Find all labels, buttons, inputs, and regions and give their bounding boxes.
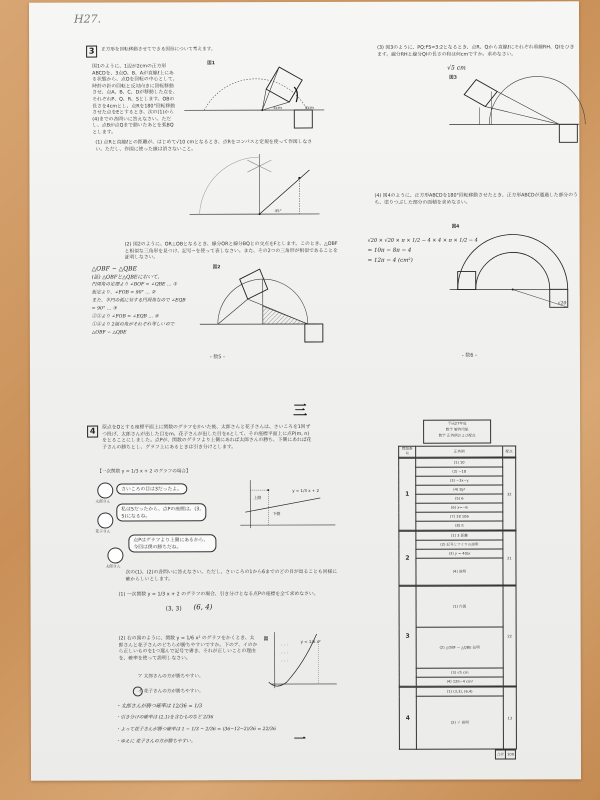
answer-cell: (1) 10 bbox=[416, 458, 503, 467]
figure-1 bbox=[184, 62, 324, 132]
fig3-label: 図3 bbox=[449, 75, 457, 81]
svg-text:◦ ◦ ◦: ◦ ◦ ◦ bbox=[280, 651, 289, 656]
q4-sub1: (1) 一次関数 y = 1/3 x + 2 のグラフの場合、引き分けとなる点Pの座標を全て求めなさい。 bbox=[118, 591, 319, 598]
proof-line: 仮定より、∠FOB = 90° … ② bbox=[91, 290, 156, 296]
fig1-len-2cm: 2cm bbox=[305, 104, 314, 110]
work-line: ・太郎さんが勝つ確率は 12/36 = 1/3 bbox=[115, 703, 203, 710]
answer-title-line: 数学 解答用紙 bbox=[445, 427, 469, 432]
work-line: ・よって花子さんが勝つ確率は 1 − 1/3 − 2/36 = (36−12−2)/36 = 22/36 bbox=[115, 727, 276, 733]
answer-cell: (5) 6 bbox=[416, 494, 503, 503]
header-cell: 正答例 bbox=[416, 446, 503, 457]
answer-title-line: 平成27年度 bbox=[447, 421, 467, 426]
fig1-len-4cm: 4cm bbox=[273, 105, 282, 111]
work-line: ・ゆえに 花子さんの方が勝ちやすい。 bbox=[115, 739, 196, 745]
q3-intro: 正方形を回転移動させてできる図形について考えます。 bbox=[101, 47, 216, 53]
graph-equation: y = 1/3 x + 2 bbox=[292, 487, 320, 494]
graph-below-label: 下側 bbox=[272, 511, 281, 517]
q4-fig-label: 図 bbox=[263, 637, 269, 643]
answer-header-row bbox=[399, 446, 516, 457]
work-line: ・引き分けの確率は (2,1)を含むものなど 2/36 bbox=[115, 715, 214, 721]
answer-cell: (3) √5 cm bbox=[416, 668, 503, 677]
answer-cell: (7) 18 106 bbox=[416, 512, 503, 521]
work-line: √20 × √20 × π × 1/2 − 4 × 4 × π × 1/2 − 4 bbox=[367, 237, 478, 244]
answer-cell: (2) △OBF ∽ △QBE 証明 bbox=[416, 627, 503, 668]
proof-line: また、半円の弧に対する円周角なので ∠EQB = 90° … ③ bbox=[91, 298, 186, 312]
answer-cell: (3) −3x−y bbox=[416, 476, 503, 485]
page-number-5: - 数5 - bbox=[209, 354, 225, 361]
answer-title-box bbox=[423, 420, 491, 444]
speaker-name: 太郎さん bbox=[105, 563, 121, 569]
hanako-avatar bbox=[97, 513, 113, 529]
answer-cell: (1) 3 距離 bbox=[416, 531, 503, 540]
curve-label: y = 1/6 x² bbox=[300, 638, 321, 645]
q4-example-title: 【一次関数 y = 1/3 x + 2 のグラフの場合】 bbox=[97, 469, 191, 475]
figure-2 bbox=[200, 264, 320, 349]
angle-45: 45° bbox=[274, 208, 282, 214]
question-number-4: 4 bbox=[87, 426, 98, 438]
section-number: 4 bbox=[399, 687, 416, 749]
proof-line: △OBF ∽ △QBE bbox=[91, 330, 127, 336]
center-mark-bottom: 一 bbox=[293, 731, 306, 747]
speaker-name: 花子さん bbox=[95, 528, 111, 534]
fig1-label: 図1 bbox=[207, 61, 215, 67]
taro-avatar bbox=[97, 483, 113, 499]
section-number: 1 bbox=[399, 458, 416, 530]
answer-title-line: 数学 正答例および配点 bbox=[438, 433, 476, 438]
fig2-label: 図2 bbox=[212, 265, 221, 271]
proof-line: ②③より ∠FOB = ∠EQB … ④ bbox=[91, 314, 159, 320]
q4-sub1-answer-handwritten: (6, 4) bbox=[193, 603, 213, 612]
option-a: ア 太郎さんの方が勝ちやすい。 bbox=[137, 674, 204, 680]
taro-avatar bbox=[107, 547, 123, 563]
q4-handwritten-work bbox=[116, 700, 316, 749]
q4-sub2: (2) 右の図のように、関数 y = 1/6 x² のグラフをかくとき、太郎さんと花子さんのどちらが勝ちやすいですか。下のア、イのから正しいものを1つ選んで記号で書き、それが正しいことの理由を、確率を使って説明しなさい。 bbox=[118, 636, 258, 662]
example-graph bbox=[240, 480, 335, 530]
work-line: = 10π − 8π − 4 bbox=[367, 247, 412, 254]
answer-cell: (3) y = 40/x bbox=[416, 549, 503, 558]
section-score: 13 bbox=[503, 687, 516, 749]
speech-bubble: 点Pはグラフより上側にあるから、今回は僕の勝ちだね。 bbox=[128, 534, 216, 552]
fig4-len-label: √20 bbox=[557, 301, 567, 307]
graph-above-label: 上側 bbox=[253, 495, 262, 501]
svg-text:◦ ◦ ◦: ◦ ◦ ◦ bbox=[280, 643, 289, 648]
proof-line: ①④より 2組の角がそれぞれ等しいので bbox=[91, 322, 175, 328]
option-b-selected: イ 花子さんの方が勝ちやすい。 bbox=[137, 689, 204, 695]
sub3-answer-handwritten: √5 cm bbox=[447, 64, 466, 72]
answer-cell: (1) 作図 bbox=[416, 586, 503, 627]
fig4-label: 図4 bbox=[451, 224, 460, 230]
section-4 bbox=[399, 686, 517, 749]
total-row bbox=[495, 749, 516, 759]
q3-sub2: (2) 図2のように、OR⊥OBとなるとき、線分ORと線分BQとの交点をFとします。このとき、△OBFと相似な三角形を見つけ、記号∽を使って表しなさい。また、その2つの三角形が相似であることを証明しなさい。 bbox=[124, 241, 338, 261]
answer-table bbox=[398, 445, 517, 759]
answer-cell: (8) π bbox=[416, 521, 503, 530]
section-score: 21 bbox=[503, 531, 516, 585]
speech-bubble: 私は5だったから、点Pの座標は、(3, 5)になるね。 bbox=[116, 503, 206, 521]
selected-circle bbox=[133, 686, 143, 696]
q3-body: 図1のように、1辺が2cmの正方形ABCDを、3点O、B、Aが直線ℓ上にある状態から、点Oを回転の中心として、時計の針の回転と反対向きに回転移動させ、点A、B、C、Dが移動した点を、それぞれP、Q、R、Sとします。OBの長さを4cmとし、点Rを180°回転移動させた点をEとするとき、次の(1)から(4)までの各問いに答えなさい。ただし、点Bが点Qまで動いたあとを弧BQとします。 bbox=[92, 64, 178, 136]
section-number: 3 bbox=[399, 586, 416, 686]
year-label: H27. bbox=[74, 12, 102, 26]
answer-cell: (1) (3,3), (6,4) bbox=[416, 687, 503, 696]
q3-sub4: (4) 図4のように、正方形ABCDを180°回転移動させたとき、正方形ABCDが通過した部分のうち、塗りつぶした部分の面積を求めなさい。 bbox=[374, 193, 578, 206]
answer-cell: (2) 記号とアイウの説明 bbox=[416, 540, 503, 549]
section-1 bbox=[398, 457, 516, 530]
proof-line: 円周角の定理より ∠BOF = ∠QBE … ① bbox=[91, 282, 177, 288]
section-score: 32 bbox=[503, 458, 516, 530]
q3-sub1: (1) 点Rと直線ℓとの距離が、はじめて√10 cmとなるとき、点Rをコンパスと定規を使って作図しなさい。ただし、作図に使った線は消さないこと。 bbox=[95, 139, 313, 153]
answer-cell: (4) 8y² bbox=[416, 485, 503, 494]
total-label: 合計 bbox=[495, 750, 505, 759]
speech-bubble: さいころの目は3だったよ。 bbox=[116, 483, 187, 494]
center-mark-top: 三 bbox=[293, 402, 308, 420]
q4-intro: 原点をOとする座標平面上に関数のグラフをかいた後、太郎さんと花子さんは、さいころを1回ずつ投げ、太郎さんが出した目をm、花子さんが出した目をnとして、その座標平面上に点P(m, n)をとることにしました。点Pが、関数のグラフより上側にあれば太郎さんの勝ち、下側にあれば花子さんの勝ちとし、グラフ上にあるときは引き分けとします。 bbox=[102, 424, 312, 451]
answer-cell: (4) 説明 bbox=[416, 558, 503, 585]
handwritten-proof bbox=[92, 264, 187, 337]
question-number-3: 3 bbox=[86, 46, 97, 58]
speaker-name: 太郎さん bbox=[95, 498, 111, 504]
header-cell: 問題番号 bbox=[399, 446, 416, 457]
construction-figure bbox=[189, 152, 319, 222]
work-line: = 12π − 4 (cm²) bbox=[367, 257, 413, 264]
figure-3 bbox=[449, 69, 589, 139]
answer-cell: (2) −18 bbox=[416, 467, 503, 476]
proof-line: △OBF ∽ △QBE bbox=[91, 265, 137, 273]
section-2 bbox=[398, 530, 516, 585]
answer-cell: (2) イ 説明 bbox=[416, 696, 503, 749]
section-number: 2 bbox=[399, 531, 416, 585]
answer-cell: (4) 12π−4 cm² bbox=[416, 677, 503, 686]
exam-paper bbox=[29, 1, 581, 780]
page-number-6: - 数6 - bbox=[461, 352, 477, 359]
total-value: 100 bbox=[506, 750, 516, 759]
svg-text:◦ ◦ ◦: ◦ ◦ ◦ bbox=[280, 659, 289, 664]
q3-sub3: (3) 図3のように、PQ:FS=3:2となるとき、点R、Qから直線ℓにそれぞれ垂線RH、QIをひきます。線分RHと線分QIの長さの和は何cmですか。求めなさい。 bbox=[377, 45, 575, 58]
proof-line: (証) △OBFと△QBEにおいて、 bbox=[91, 274, 163, 281]
answer-cell: (6) x=−6 bbox=[416, 503, 503, 512]
q4-sub1-answer: (3, 3) bbox=[165, 605, 182, 613]
q4-instruction: 次の(1)、(2)の各問いに答えなさい。ただし、さいころの1から6までのどの目が出ることも同様に確からしいとします。 bbox=[125, 569, 338, 583]
header-cell: 配点 bbox=[503, 446, 516, 457]
section-3 bbox=[399, 585, 517, 686]
section-score: 22 bbox=[503, 586, 516, 686]
